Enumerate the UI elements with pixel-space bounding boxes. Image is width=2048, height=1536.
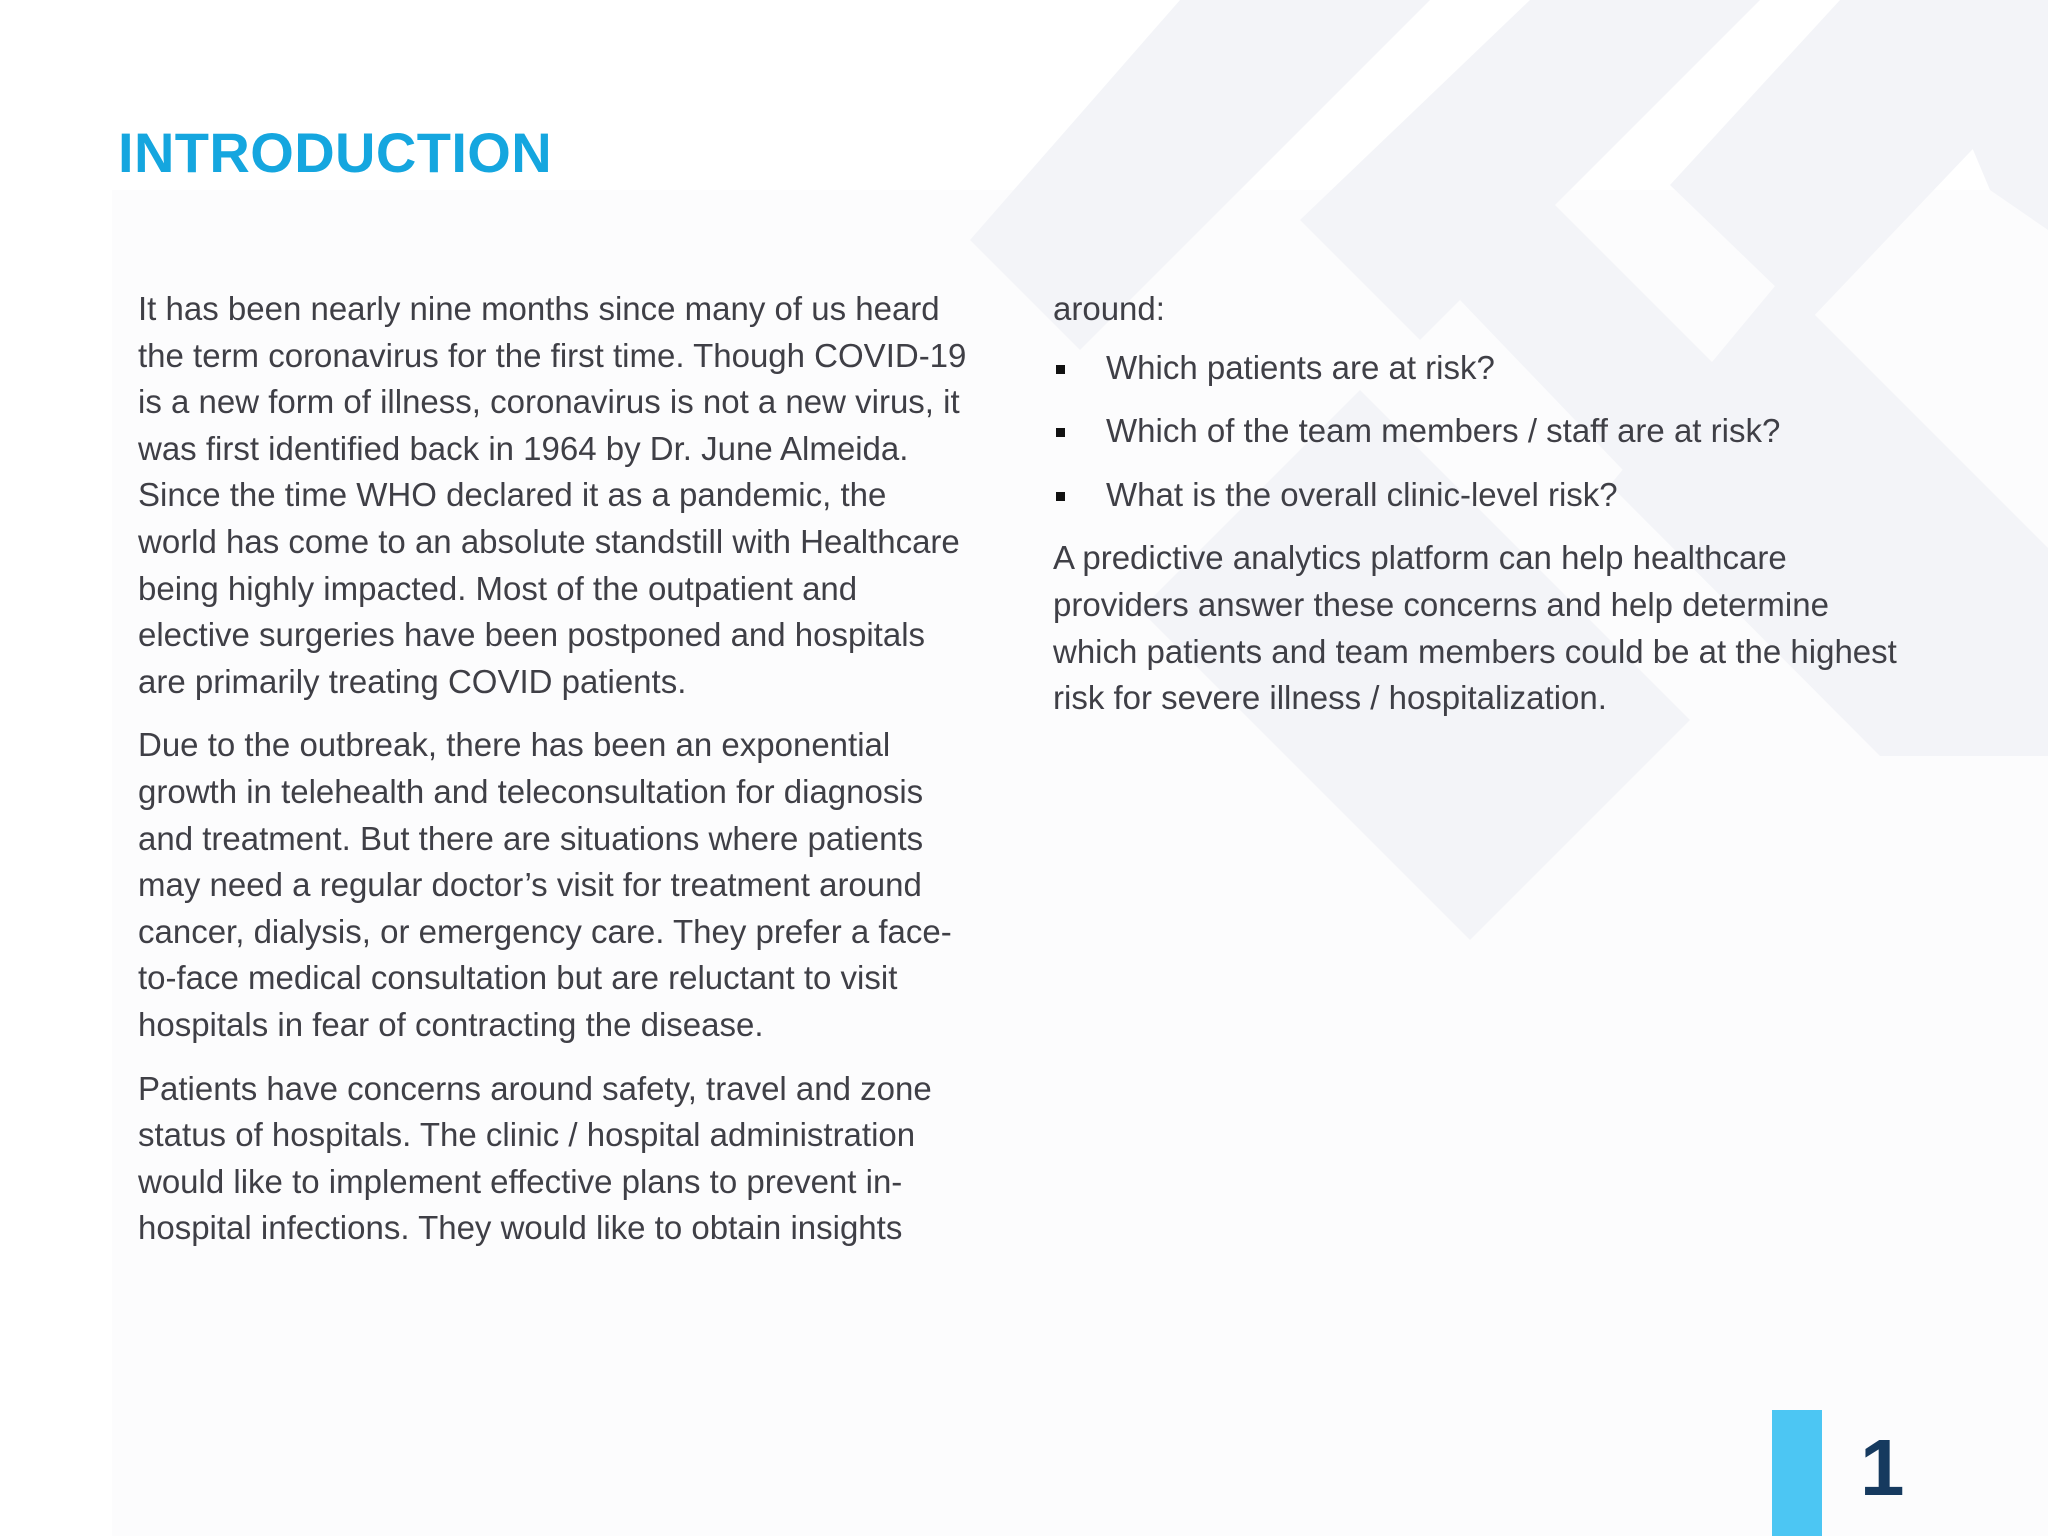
body-paragraph: Due to the outbreak, there has been an exponential growth in telehealth and teleconsultation for diagnosis and treatment. But there are situations where patients may need a regular doctor’s visit for treatment around cancer, dialysis, or emergency care. They prefer a face-to-face medical consultation but are reluctant to visit hospitals in fear of contracting the disease. [138,726,952,1043]
list-item [1053,345,1903,392]
list-item-text: Which patients are at risk? [1106,348,1495,386]
body-paragraph: A predictive analytics platform can help healthcare providers answer these concerns and help determine which patients and team members could be at the highest risk for severe illness / hospitalization. [1053,539,1897,717]
page-title: INTRODUCTION [118,121,553,184]
left-text-column [138,286,968,1269]
list-item [1053,472,1903,519]
page-number-accent-bar [1772,1410,1822,1536]
continued-paragraph: around: [1053,290,1165,327]
list-item [1053,408,1903,455]
risk-questions-list [1053,345,1903,519]
list-item-text: Which of the team members / staff are at risk? [1106,412,1781,450]
right-text-column [1053,286,1903,739]
page-number: 1 [1860,1423,1905,1512]
body-paragraph: It has been nearly nine months since many of us heard the term coronavirus for the first time. Though COVID-19 is a new form of illness, coronavirus is not a new virus, it was first identified back in 1964 by Dr. June Almeida. Since the time WHO declared it as a pandemic, the world has come to an absolute standstill with Healthcare being highly impacted. Most of the outpatient and elective surgeries have been postponed and hospitals are primarily treating COVID patients. [138,290,967,700]
square-bullet-icon [1056,492,1065,501]
square-bullet-icon [1056,365,1065,374]
square-bullet-icon [1056,428,1065,437]
list-item-text: What is the overall clinic-level risk? [1106,475,1618,513]
body-paragraph: Patients have concerns around safety, travel and zone status of hospitals. The clinic / hospital administration would like to implement effective plans to prevent in-hospital infections. They would like to obtain insights [138,1069,932,1247]
